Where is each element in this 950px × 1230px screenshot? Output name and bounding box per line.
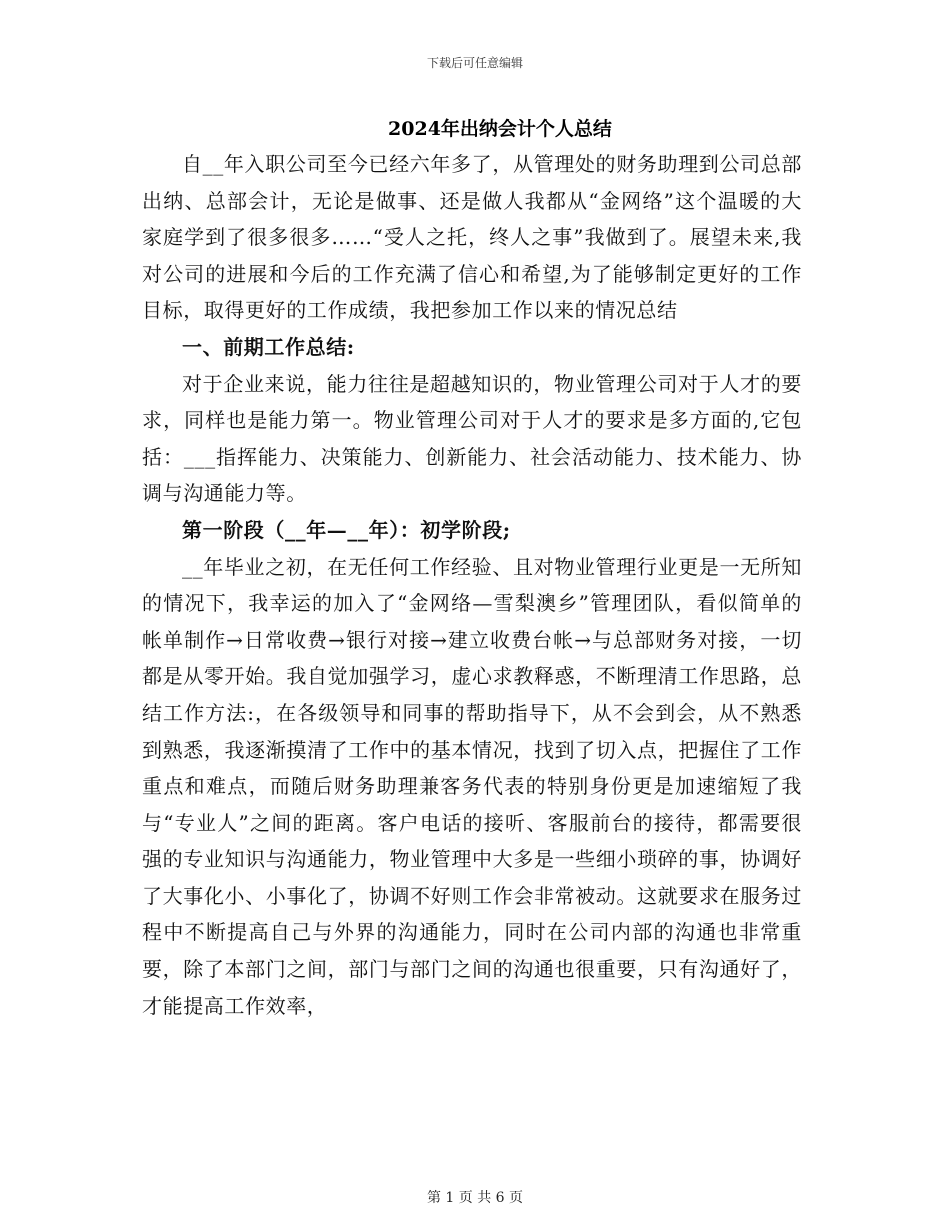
section-heading-previous-work: 一、前期工作总结: — [182, 334, 355, 359]
stage-paragraph-first: __年毕业之初，在无任何工作经验、且对物业管理行业更是一无所知的情况下，我幸运的加入了“金网络—雪梨澳乡”管理团队，看似简单的帐单制作→日常收费→银行对接→建立收费台帐→与总部财务对接，一切都是从零开始。我自觉加强学习，虚心求教释惑，不断理清工作思路，总结工作方法:，在各级领导和同事的帮助指导下，从不会到会，从不熟悉到熟悉，我逐渐摸清了工作中的基本情况，找到了切入点，把握住了工作重点和难点，而随后财务助理兼客务代表的特别身份更是加速缩短了我与“专业人”之间的距离。客户电话的接听、客服前台的接待，都需要很强的专业知识与沟通能力，物业管理中大多是一些细小琐碎的事，协调好了大事化小、小事化了，协调不好则工作会非常被动。这就要求在服务过程中不断提高自己与外界的沟通能力，同时在公司内部的沟通也非常重要，除了本部门之间，部门与部门之间的沟通也很重要，只有沟通好了，才能提高工作效率， — [142, 554, 802, 1018]
intro-paragraph: 自__年入职公司至今已经六年多了，从管理处的财务助理到公司总部出纳、总部会计，无论是做事、还是做人我都从“金网络”这个温暖的大家庭学到了很多很多……“受人之托，终人之事”我做到了。展望未来,我对公司的进展和今后的工作充满了信心和希望,为了能够制定更好的工作目标，取得更好的工作成绩，我把参加工作以来的情况总结 — [142, 152, 802, 323]
document-body — [142, 146, 802, 1024]
document-title: 2024年出纳会计个人总结 — [388, 118, 612, 140]
section-paragraph-abilities: 对于企业来说，能力往往是超越知识的，物业管理公司对于人才的要求，同样也是能力第一。物业管理公司对于人才的要求是多方面的,它包括：___指挥能力、决策能力、创新能力、社会活动能力、技术能力、协调与沟通能力等。 — [142, 371, 802, 506]
page-number: 第 1 页 共 6 页 — [426, 1190, 524, 1206]
header-note: 下载后可任意编辑 — [426, 56, 523, 70]
stage-heading-first: 第一阶段（__年—__年）：初学阶段; — [182, 517, 511, 542]
